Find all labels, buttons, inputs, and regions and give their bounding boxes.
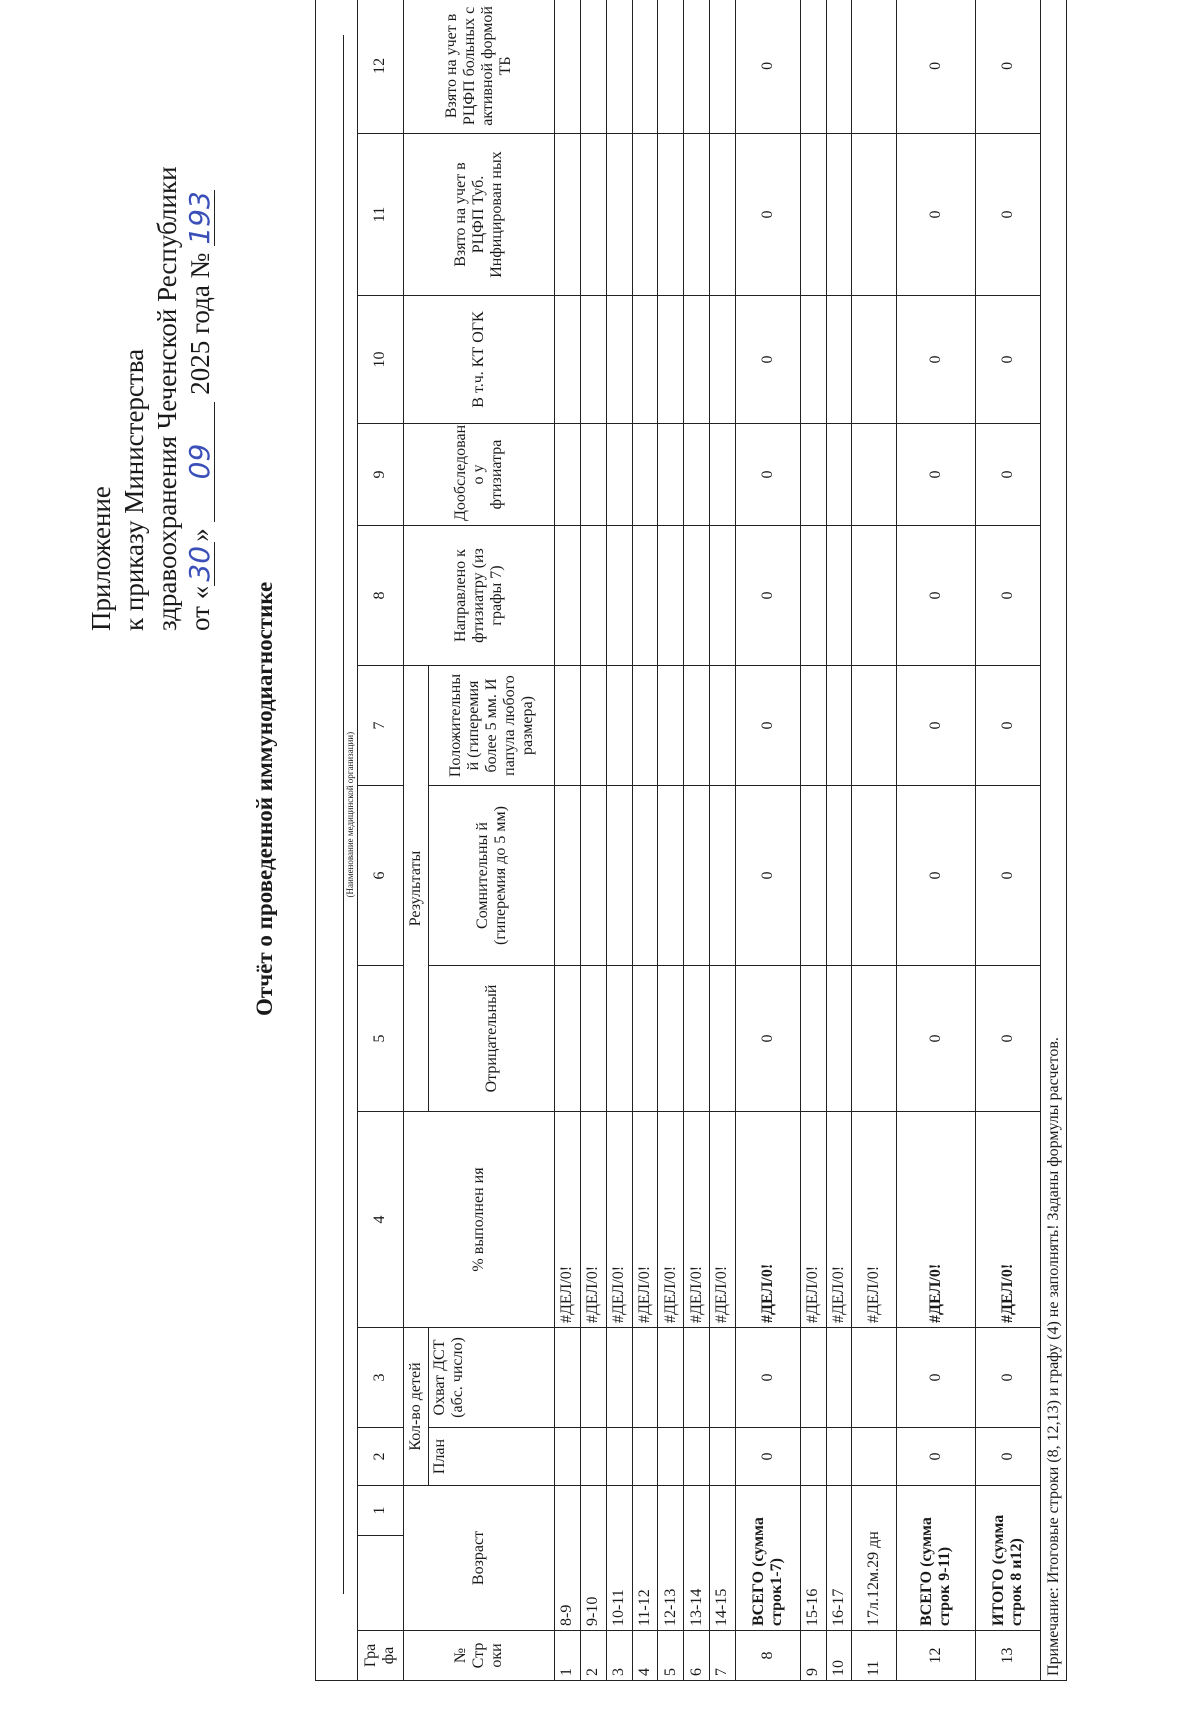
col-number-4: 4	[357, 1112, 403, 1328]
appendix-date-line	[184, 11, 217, 631]
cell-coverage	[632, 1328, 658, 1428]
order-number: 193	[183, 191, 216, 245]
table-row	[800, 0, 826, 1681]
cell-v11	[852, 134, 897, 296]
cell-v12	[852, 0, 897, 134]
cell-v8: 0	[897, 526, 976, 666]
row-age: ИТОГО (сумма строк 8 и12)	[975, 1486, 1040, 1631]
cell-v10	[684, 296, 710, 424]
cell-v7: 0	[975, 666, 1040, 786]
cell-v5	[658, 966, 684, 1112]
cell-v10: 0	[735, 296, 800, 424]
table-row	[826, 0, 852, 1681]
row-number: 5	[658, 1631, 684, 1681]
row-number: 10	[826, 1631, 852, 1681]
cell-v5	[709, 966, 735, 1112]
cell-v12: 0	[735, 0, 800, 134]
row-number: 1	[555, 1631, 581, 1681]
cell-v5	[800, 966, 826, 1112]
cell-v12	[800, 0, 826, 134]
cell-v7	[826, 666, 852, 786]
cell-v12: 0	[897, 0, 976, 134]
cell-v8	[684, 526, 710, 666]
cell-v5	[684, 966, 710, 1112]
cell-v9	[800, 424, 826, 526]
cell-v6: 0	[735, 786, 800, 966]
cell-v11	[632, 134, 658, 296]
cell-v7	[709, 666, 735, 786]
cell-plan	[852, 1428, 897, 1486]
col-number-11: 11	[357, 134, 403, 296]
cell-v9	[852, 424, 897, 526]
appendix-line-1: Приложение	[86, 486, 116, 631]
cell-v9	[658, 424, 684, 526]
cell-v8	[580, 526, 606, 666]
date-month: 09	[186, 402, 215, 522]
cell-v5	[555, 966, 581, 1112]
cell-v10	[555, 296, 581, 424]
cell-plan	[658, 1428, 684, 1486]
cell-v6	[852, 786, 897, 966]
row-age: ВСЕГО (сумма строк 9-11)	[897, 1486, 976, 1631]
cell-v9	[826, 424, 852, 526]
row-number: 11	[852, 1631, 897, 1681]
date-day: 30	[186, 542, 215, 586]
cell-v6	[606, 786, 632, 966]
col-number-3: 3	[357, 1328, 403, 1428]
cell-v6: 0	[897, 786, 976, 966]
cell-v7	[580, 666, 606, 786]
cell-v7: 0	[735, 666, 800, 786]
cell-v12	[709, 0, 735, 134]
cell-v6	[658, 786, 684, 966]
cell-v8	[852, 526, 897, 666]
cell-plan: 0	[735, 1428, 800, 1486]
table-row	[606, 0, 632, 1681]
kids-group-header: Кол-во детей	[403, 1328, 429, 1486]
cell-v10	[580, 296, 606, 424]
cell-v8: 0	[735, 526, 800, 666]
age-header: Возраст	[403, 1486, 555, 1631]
results-group-header: Результаты	[403, 666, 429, 1112]
col-number-1: 1	[357, 1486, 403, 1536]
cell-v10	[852, 296, 897, 424]
cell-v6	[800, 786, 826, 966]
cell-v6: 0	[975, 786, 1040, 966]
cell-v6	[580, 786, 606, 966]
cell-v5: 0	[975, 966, 1040, 1112]
row-age: 11-12	[632, 1486, 658, 1631]
cell-v9: 0	[897, 424, 976, 526]
cell-coverage	[709, 1328, 735, 1428]
table-row	[709, 0, 735, 1681]
cell-v6	[709, 786, 735, 966]
cell-v11	[580, 134, 606, 296]
cell-v6	[555, 786, 581, 966]
row-number: 2	[580, 1631, 606, 1681]
cell-coverage	[800, 1328, 826, 1428]
cell-percent: #ДЕЛ/0!	[735, 1112, 800, 1328]
row-age: 14-15	[709, 1486, 735, 1631]
cell-percent: #ДЕЛ/0!	[555, 1112, 581, 1328]
table-row	[684, 0, 710, 1681]
cell-coverage: 0	[735, 1328, 800, 1428]
cell-coverage	[826, 1328, 852, 1428]
cell-plan	[555, 1428, 581, 1486]
note-text: Примечание: Итоговые строки (8, 12,13) и графу (4) не заполнять! Заданы формулы расчетов.	[1041, 0, 1067, 1681]
cell-plan	[800, 1428, 826, 1486]
cell-v7	[632, 666, 658, 786]
cell-v7	[800, 666, 826, 786]
cell-coverage	[580, 1328, 606, 1428]
cell-v12	[555, 0, 581, 134]
row-number: 4	[632, 1631, 658, 1681]
table-row	[735, 0, 800, 1681]
cell-coverage	[658, 1328, 684, 1428]
row-number: 12	[897, 1631, 976, 1681]
org-name-row	[316, 0, 358, 1681]
cell-v8	[555, 526, 581, 666]
appendix-line-3: здравоохранения Чеченской Республики	[152, 166, 182, 631]
appendix-header	[85, 11, 217, 631]
cell-v7	[852, 666, 897, 786]
cell-v8	[606, 526, 632, 666]
date-day-close: »	[185, 528, 215, 542]
cell-v8	[800, 526, 826, 666]
appendix-line-2: к приказу Министерства	[119, 348, 149, 631]
cell-v11	[658, 134, 684, 296]
cell-v6	[684, 786, 710, 966]
cell-v9	[606, 424, 632, 526]
row-number: 8	[735, 1631, 800, 1681]
row-number: 6	[684, 1631, 710, 1681]
cell-v12	[606, 0, 632, 134]
coverage-header: Охват ДСТ (абс. число)	[429, 1328, 555, 1428]
cell-v6	[826, 786, 852, 966]
org-name-caption: (Наименование медицинской организации)	[344, 731, 355, 898]
col-number-7: 7	[357, 666, 403, 786]
cell-v5	[632, 966, 658, 1112]
cell-percent: #ДЕЛ/0!	[632, 1112, 658, 1328]
cell-v9: 0	[975, 424, 1040, 526]
cell-plan	[580, 1428, 606, 1486]
cell-v10	[632, 296, 658, 424]
cell-v12	[658, 0, 684, 134]
col-number-9: 9	[357, 424, 403, 526]
cell-v9	[684, 424, 710, 526]
cell-plan: 0	[897, 1428, 976, 1486]
col-number-8: 8	[357, 526, 403, 666]
row-age: 9-10	[580, 1486, 606, 1631]
cell-v10	[658, 296, 684, 424]
cell-plan: 0	[975, 1428, 1040, 1486]
cell-v11: 0	[897, 134, 976, 296]
cell-v6	[632, 786, 658, 966]
cell-v11	[555, 134, 581, 296]
cell-v10	[606, 296, 632, 424]
cell-v11	[684, 134, 710, 296]
cell-v9	[555, 424, 581, 526]
row-age: 15-16	[800, 1486, 826, 1631]
col-number-5: 5	[357, 966, 403, 1112]
cell-coverage	[606, 1328, 632, 1428]
cell-v9	[632, 424, 658, 526]
cell-percent: #ДЕЛ/0!	[684, 1112, 710, 1328]
cell-coverage	[852, 1328, 897, 1428]
cell-v7	[658, 666, 684, 786]
cell-v5	[852, 966, 897, 1112]
row-age: 16-17	[826, 1486, 852, 1631]
col-number-2: 2	[357, 1428, 403, 1486]
cell-v11	[800, 134, 826, 296]
cell-percent: #ДЕЛ/0!	[897, 1112, 976, 1328]
date-prefix: от «	[185, 585, 215, 631]
positive-header: Положительны й (гиперемия более 5 мм. И папула любого размера)	[429, 666, 555, 786]
col-number-10: 10	[357, 296, 403, 424]
cell-percent: #ДЕЛ/0!	[606, 1112, 632, 1328]
cell-v10	[800, 296, 826, 424]
cell-v9	[580, 424, 606, 526]
active-tb-header: Взято на учет в РЦФП больных с активной формой ТБ	[403, 0, 555, 134]
referred-header: Направлено к фтизиатру (из графы 7)	[403, 526, 555, 666]
grafa-label: Гра фа	[357, 1631, 403, 1681]
cell-plan	[684, 1428, 710, 1486]
cell-percent: #ДЕЛ/0!	[826, 1112, 852, 1328]
cell-v11: 0	[975, 134, 1040, 296]
col-number-6: 6	[357, 786, 403, 966]
row-age: 8-9	[555, 1486, 581, 1631]
cell-percent: #ДЕЛ/0!	[709, 1112, 735, 1328]
cell-percent: #ДЕЛ/0!	[658, 1112, 684, 1328]
date-year: 2025 года №	[185, 252, 215, 395]
cell-coverage	[555, 1328, 581, 1428]
cell-v10	[826, 296, 852, 424]
table-row	[632, 0, 658, 1681]
infected-header: Взято на учет в РЦФП Туб. Инфицирован ных	[403, 134, 555, 296]
cell-v8: 0	[975, 526, 1040, 666]
cell-coverage: 0	[897, 1328, 976, 1428]
cell-percent: #ДЕЛ/0!	[800, 1112, 826, 1328]
cell-coverage: 0	[975, 1328, 1040, 1428]
cell-plan	[606, 1428, 632, 1486]
row-age: 17л.12м.29 дн	[852, 1486, 897, 1631]
cell-percent: #ДЕЛ/0!	[975, 1112, 1040, 1328]
cell-v5: 0	[897, 966, 976, 1112]
table-row	[580, 0, 606, 1681]
cell-v10: 0	[975, 296, 1040, 424]
row-age: 13-14	[684, 1486, 710, 1631]
cell-v7	[606, 666, 632, 786]
cell-plan	[632, 1428, 658, 1486]
report-table	[315, 0, 1067, 1681]
cell-v10	[709, 296, 735, 424]
row-age: 12-13	[658, 1486, 684, 1631]
cell-v10: 0	[897, 296, 976, 424]
cell-v5: 0	[735, 966, 800, 1112]
cell-v8	[826, 526, 852, 666]
examined-header: Дообследован о у фтизиатра	[403, 424, 555, 526]
header-group-row	[403, 0, 429, 1681]
cell-v12	[684, 0, 710, 134]
cell-v12	[826, 0, 852, 134]
row-number: 9	[800, 1631, 826, 1681]
cell-v11	[606, 134, 632, 296]
plan-header: План	[429, 1428, 555, 1486]
cell-v11	[709, 134, 735, 296]
cell-v9	[709, 424, 735, 526]
cell-plan	[826, 1428, 852, 1486]
table-row	[852, 0, 897, 1681]
cell-v5	[580, 966, 606, 1112]
row-number: 3	[606, 1631, 632, 1681]
row-age: ВСЕГО (сумма строк1-7)	[735, 1486, 800, 1631]
row-number: 7	[709, 1631, 735, 1681]
ct-header: В т.ч. КТ ОГК	[403, 296, 555, 424]
cell-v11	[826, 134, 852, 296]
cell-percent: #ДЕЛ/0!	[580, 1112, 606, 1328]
table-row	[555, 0, 581, 1681]
table-row	[897, 0, 976, 1681]
cell-v12	[580, 0, 606, 134]
row-age: 10-11	[606, 1486, 632, 1631]
cell-percent: #ДЕЛ/0!	[852, 1112, 897, 1328]
cell-v8	[709, 526, 735, 666]
table-row	[975, 0, 1040, 1681]
doubtful-header: Сомнительны й (гиперемия до 5 мм)	[429, 786, 555, 966]
cell-v5	[606, 966, 632, 1112]
table-row	[658, 0, 684, 1681]
cell-v9: 0	[735, 424, 800, 526]
cell-v7	[555, 666, 581, 786]
column-numbers-row	[357, 0, 403, 1681]
cell-coverage	[684, 1328, 710, 1428]
cell-v8	[632, 526, 658, 666]
cell-v8	[658, 526, 684, 666]
row-number-header: № Стр оки	[403, 1631, 555, 1681]
report-title: Отчёт о проведенной иммунодиагностике	[252, 581, 277, 1016]
cell-v12	[632, 0, 658, 134]
cell-v11: 0	[735, 134, 800, 296]
row-number: 13	[975, 1631, 1040, 1681]
cell-v7: 0	[897, 666, 976, 786]
cell-plan	[709, 1428, 735, 1486]
col-number-12: 12	[357, 0, 403, 134]
cell-v12: 0	[975, 0, 1040, 134]
negative-header: Отрицательный	[429, 966, 555, 1112]
note-row	[1041, 0, 1067, 1681]
cell-v5	[826, 966, 852, 1112]
percent-header: % выполнен ия	[403, 1112, 555, 1328]
cell-v7	[684, 666, 710, 786]
